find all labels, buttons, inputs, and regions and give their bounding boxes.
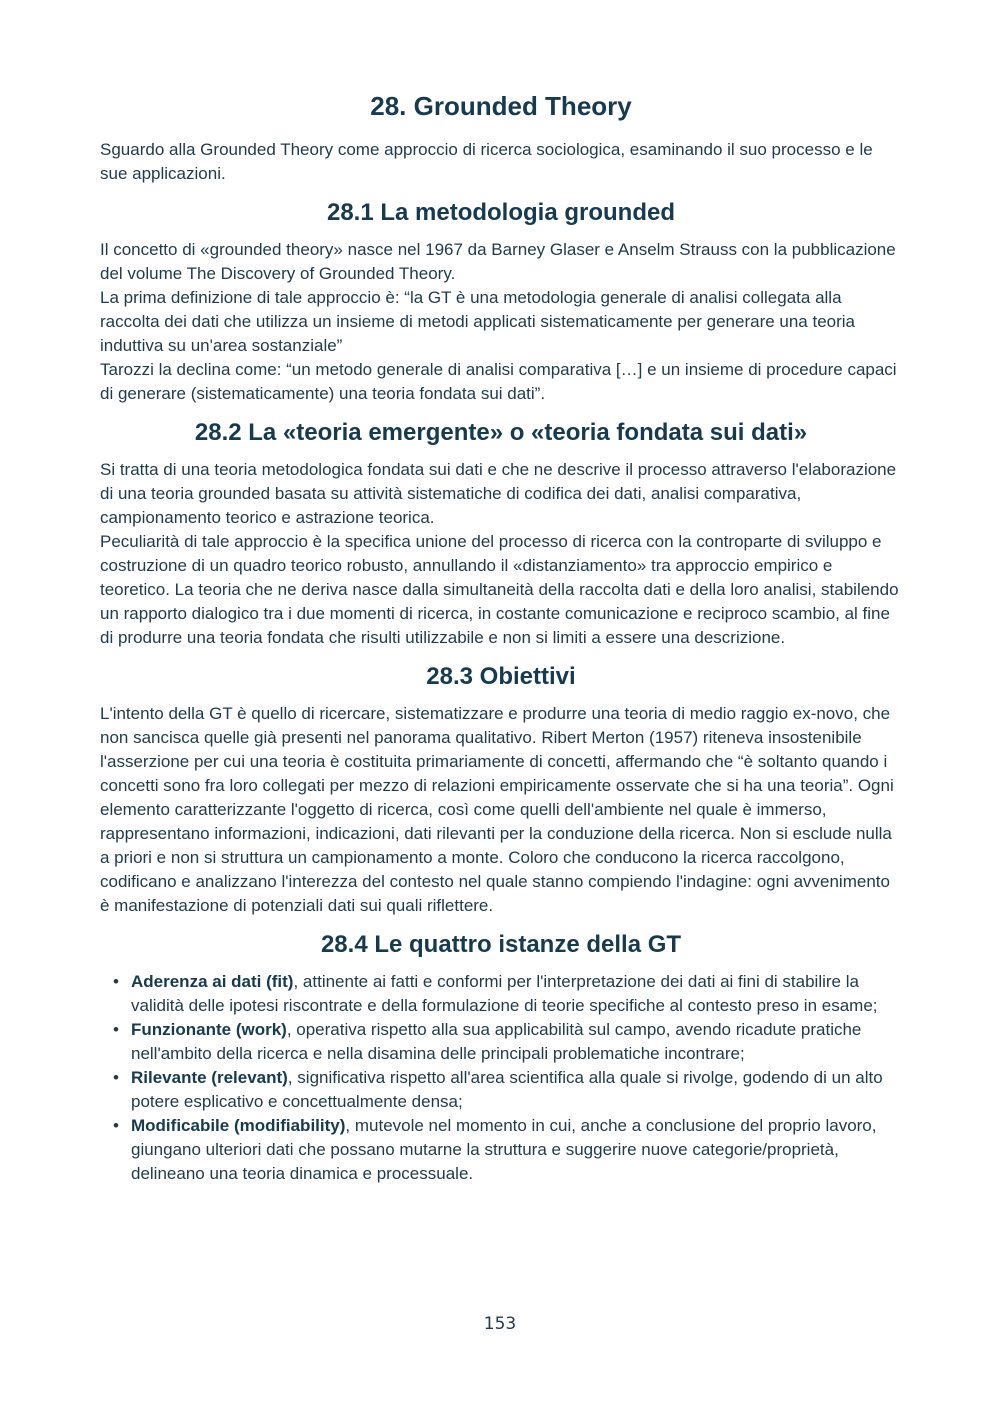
instances-list: [100, 970, 902, 1186]
paragraph: Tarozzi la declina come: “un metodo generale di analisi comparativa […] e un insieme di procedure capaci di generare (sistematicamente) una teoria fondata sui dati”.: [100, 360, 897, 403]
list-item: [131, 970, 902, 1018]
section-emerging-theory: [100, 414, 902, 650]
page-number: 153: [483, 1314, 517, 1334]
section-title: 28.4 Le quattro istanze della GT: [320, 931, 682, 958]
list-item-term: Modificabile (modifiability): [131, 1116, 346, 1135]
section-objectives: [100, 658, 902, 918]
list-item: [131, 1018, 902, 1066]
paragraph: La prima definizione di tale approccio è: “la GT è una metodologia generale di analisi collegata alla raccolta dei dati che utilizza un insieme di metodi applicati sistematicamente per generare una teoria induttiva su un'area sostanziale”: [100, 288, 856, 355]
paragraph: L'intento della GT è quello di ricercare, sistematizzare e produrre una teoria di medio raggio ex-novo, che non sancisca quelle già presenti nel panorama qualitativo. Ribert Merton (1957) riteneva insostenibile l'asserzione per cui una teoria è costituita primariamente di concetti, affermando che “è soltanto quando i concetti sono fra loro collegati per mezzo di relazioni empiricamente osservate che si ha una teoria”. Ogni elemento caratterizzante l'oggetto di ricerca, così come quelli dell'ambiente nel quale è immerso, rappresentano informazioni, indicazioni, dati rilevanti per la conduzione della ricerca. Non si esclude nulla a priori e non si struttura un campionamento a monte. Coloro che conducono la ricerca raccolgono, codificano e analizzano l'interezza del contesto nel quale stanno compiendo l'indagine: ogni avvenimento è manifestazione di potenziali dati sui quali riflettere.: [100, 704, 894, 915]
list-item: [131, 1114, 902, 1186]
list-item-term: Rilevante (relevant): [131, 1068, 288, 1087]
paragraph: Si tratta di una teoria metodologica fondata sui dati e che ne descrive il processo attraverso l'elaborazione di una teoria grounded basata su attività sistematiche di codifica dei dati, analisi comparativa, campionamento teorico e astrazione teorica.: [100, 460, 897, 527]
paragraph: Il concetto di «grounded theory» nasce nel 1967 da Barney Glaser e Anselm Strauss con la pubblicazione del volume The Discovery of Grounded Theory.: [100, 240, 896, 283]
chapter-intro: Sguardo alla Grounded Theory come approccio di ricerca sociologica, esaminando il suo processo e le sue applicazioni.: [100, 140, 873, 183]
section-four-instances: [100, 926, 902, 1186]
document-page: [100, 86, 902, 1186]
list-item-term: Aderenza ai dati (fit): [131, 972, 294, 991]
list-item-text: , mutevole nel momento in cui, anche a conclusione del proprio lavoro, giungano ulteriori dati che possano mutarne la struttura e suggerire nuove categorie/proprietà, delineano una teoria dinamica e processuale.: [131, 1116, 877, 1183]
list-item-text: , significativa rispetto all'area scientifica alla quale si rivolge, godendo di un alto potere esplicativo e concettualmente densa;: [131, 1068, 883, 1111]
list-item-text: , operativa rispetto alla sua applicabilità sul campo, avendo ricadute pratiche nell'ambito della ricerca e nella disamina delle principali problematiche incontrare;: [131, 1020, 862, 1063]
list-item: [131, 1066, 902, 1114]
section-methodology: [100, 194, 902, 406]
section-title: 28.1 La metodologia grounded: [326, 199, 676, 226]
list-item-text: , attinente ai fatti e conformi per l'interpretazione dei dati ai fini di stabilire la validità delle ipotesi riscontrate e della formulazione di teorie specifiche al contesto preso in esame;: [131, 972, 878, 1015]
paragraph: Peculiarità di tale approccio è la specifica unione del processo di ricerca con la controparte di sviluppo e costruzione di un quadro teorico robusto, annullando il «distanziamento» tra approccio empirico e teoretico. La teoria che ne deriva nasce dalla simultaneità della raccolta dati e della loro analisi, stabilendo un rapporto dialogico tra i due momenti di ricerca, in costante comunicazione e reciproco scambio, al fine di produrre una teoria fondata che risulti utilizzabile e non si limiti a essere una descrizione.: [100, 532, 899, 647]
chapter-title: 28. Grounded Theory: [370, 91, 632, 121]
section-title: 28.3 Obiettivi: [426, 663, 576, 690]
section-title: 28.2 La «teoria emergente» o «teoria fondata sui dati»: [194, 419, 808, 446]
list-item-term: Funzionante (work): [131, 1020, 287, 1039]
